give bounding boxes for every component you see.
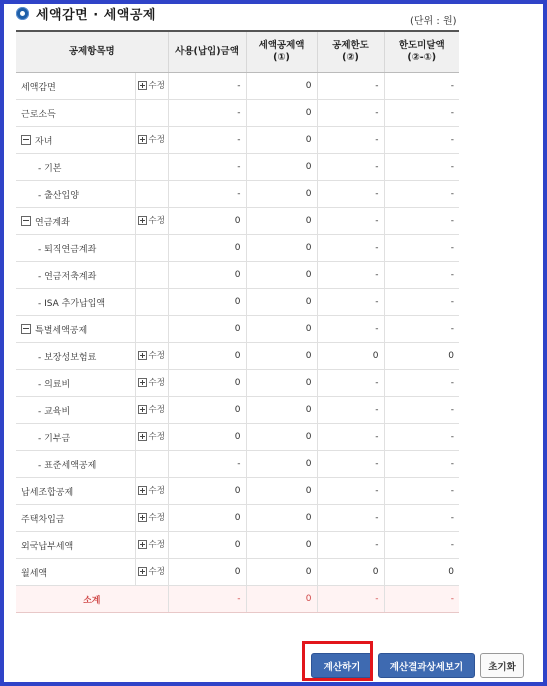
table-row xyxy=(16,100,459,127)
value-cell-credit: 0 xyxy=(246,208,317,235)
table-row xyxy=(16,235,459,262)
section-title xyxy=(16,4,156,23)
table-row xyxy=(16,127,459,154)
table-header-row xyxy=(16,31,459,73)
edit-cell xyxy=(135,343,168,370)
item-label: - 출산입양 xyxy=(38,190,79,201)
value-cell-credit: 0 xyxy=(246,424,317,451)
item-cell xyxy=(16,397,135,424)
table-row xyxy=(16,154,459,181)
item-cell xyxy=(16,127,135,154)
total-row xyxy=(16,586,459,613)
item-cell xyxy=(16,424,135,451)
bullet-circle-icon xyxy=(16,7,29,20)
item-cell xyxy=(16,208,135,235)
value-cell-limit: - xyxy=(317,289,384,316)
item-cell xyxy=(16,370,135,397)
edit-label: 수정 xyxy=(148,540,165,551)
edit-button[interactable] xyxy=(138,484,165,496)
header-used-amount: 사용(납입)금액 xyxy=(168,31,246,73)
edit-button[interactable] xyxy=(138,538,165,550)
value-cell-used: 0 xyxy=(168,532,246,559)
edit-button[interactable] xyxy=(138,214,165,226)
edit-button[interactable] xyxy=(138,511,165,523)
header-shortfall xyxy=(384,31,459,73)
value-cell-limit: - xyxy=(317,154,384,181)
table-row xyxy=(16,559,459,586)
header-text-line: 공제한도 xyxy=(332,40,369,51)
table-row xyxy=(16,424,459,451)
value-cell-short: - xyxy=(384,370,459,397)
item-label: - 의료비 xyxy=(38,379,71,390)
value-cell-used: 0 xyxy=(168,289,246,316)
value-cell-credit: 0 xyxy=(246,559,317,586)
value-cell-credit: 0 xyxy=(246,127,317,154)
item-cell xyxy=(16,478,135,505)
plus-box-icon xyxy=(138,405,147,414)
value-cell-used: - xyxy=(168,127,246,154)
item-cell xyxy=(16,532,135,559)
edit-cell xyxy=(135,451,168,478)
total-value-used: - xyxy=(168,586,246,613)
item-cell xyxy=(16,154,135,181)
edit-label: 수정 xyxy=(148,81,165,92)
item-label: - 기부금 xyxy=(38,433,71,444)
item-cell xyxy=(16,262,135,289)
value-cell-limit: - xyxy=(317,532,384,559)
table-row xyxy=(16,208,459,235)
plus-box-icon xyxy=(138,135,147,144)
edit-label: 수정 xyxy=(148,432,165,443)
item-label: - 보장성보험료 xyxy=(38,352,97,363)
value-cell-short: - xyxy=(384,451,459,478)
collapse-toggle-icon[interactable] xyxy=(21,216,31,226)
plus-box-icon xyxy=(138,540,147,549)
item-label: 자녀 xyxy=(35,136,53,147)
value-cell-credit: 0 xyxy=(246,397,317,424)
collapse-toggle-icon[interactable] xyxy=(21,324,31,334)
item-label: 납세조합공제 xyxy=(21,487,74,498)
header-text-line: (②) xyxy=(342,52,359,63)
unit-label: (단위 : 원) xyxy=(410,16,457,27)
calculate-button[interactable]: 계산하기 xyxy=(311,653,373,678)
value-cell-short: - xyxy=(384,532,459,559)
value-cell-short: - xyxy=(384,208,459,235)
total-value-short: - xyxy=(384,586,459,613)
total-value-limit: - xyxy=(317,586,384,613)
value-cell-credit: 0 xyxy=(246,451,317,478)
item-cell xyxy=(16,289,135,316)
header-credit xyxy=(246,31,317,73)
header-text-line: 세액공제액 xyxy=(258,40,305,51)
edit-label: 수정 xyxy=(148,486,165,497)
plus-box-icon xyxy=(138,486,147,495)
value-cell-used: 0 xyxy=(168,559,246,586)
table-row xyxy=(16,262,459,289)
value-cell-credit: 0 xyxy=(246,289,317,316)
item-cell xyxy=(16,181,135,208)
value-cell-short: - xyxy=(384,235,459,262)
edit-button[interactable] xyxy=(138,133,165,145)
edit-label: 수정 xyxy=(148,513,165,524)
value-cell-short: - xyxy=(384,289,459,316)
table-row xyxy=(16,316,459,343)
value-cell-credit: 0 xyxy=(246,235,317,262)
item-label: - ISA 추가납입액 xyxy=(38,298,106,309)
value-cell-used: 0 xyxy=(168,505,246,532)
edit-cell xyxy=(135,100,168,127)
value-cell-limit: - xyxy=(317,181,384,208)
value-cell-credit: 0 xyxy=(246,505,317,532)
edit-cell xyxy=(135,208,168,235)
value-cell-short: - xyxy=(384,478,459,505)
value-cell-limit: - xyxy=(317,316,384,343)
value-cell-limit: - xyxy=(317,370,384,397)
item-cell xyxy=(16,235,135,262)
value-cell-limit: - xyxy=(317,208,384,235)
value-cell-credit: 0 xyxy=(246,532,317,559)
value-cell-short: - xyxy=(384,181,459,208)
value-cell-used: - xyxy=(168,100,246,127)
edit-label: 수정 xyxy=(148,405,165,416)
value-cell-short: - xyxy=(384,316,459,343)
value-cell-short: - xyxy=(384,100,459,127)
edit-cell xyxy=(135,73,168,100)
edit-label: 수정 xyxy=(148,378,165,389)
table-row xyxy=(16,73,459,100)
edit-button[interactable] xyxy=(138,349,165,361)
plus-box-icon xyxy=(138,567,147,576)
collapse-toggle-icon[interactable] xyxy=(21,135,31,145)
value-cell-credit: 0 xyxy=(246,370,317,397)
value-cell-short: - xyxy=(384,127,459,154)
edit-cell xyxy=(135,181,168,208)
edit-cell xyxy=(135,424,168,451)
value-cell-limit: - xyxy=(317,100,384,127)
item-label: - 퇴직연금계좌 xyxy=(38,244,97,255)
item-cell xyxy=(16,73,135,100)
edit-cell xyxy=(135,370,168,397)
plus-box-icon xyxy=(138,513,147,522)
edit-button[interactable] xyxy=(138,403,165,415)
value-cell-used: 0 xyxy=(168,262,246,289)
header-text-line: 한도미달액 xyxy=(398,40,445,51)
item-label: 근로소득 xyxy=(21,109,56,120)
table-row xyxy=(16,370,459,397)
value-cell-used: 0 xyxy=(168,235,246,262)
header-item-name: 공제항목명 xyxy=(16,31,168,73)
edit-label: 수정 xyxy=(148,351,165,362)
value-cell-limit: - xyxy=(317,73,384,100)
table-row xyxy=(16,505,459,532)
edit-cell xyxy=(135,532,168,559)
reset-button[interactable]: 초기화 xyxy=(480,653,524,678)
table-row xyxy=(16,532,459,559)
item-label: 월세액 xyxy=(21,568,48,579)
value-cell-short: - xyxy=(384,262,459,289)
value-cell-short: 0 xyxy=(384,559,459,586)
value-cell-short: - xyxy=(384,73,459,100)
value-cell-used: 0 xyxy=(168,343,246,370)
edit-cell xyxy=(135,397,168,424)
item-label: - 표준세액공제 xyxy=(38,460,97,471)
item-label: 특별세액공제 xyxy=(35,325,88,336)
item-cell xyxy=(16,316,135,343)
item-label: 외국납부세액 xyxy=(21,541,74,552)
item-label: 연금계좌 xyxy=(35,217,70,228)
value-cell-used: 0 xyxy=(168,424,246,451)
edit-label: 수정 xyxy=(148,216,165,227)
edit-cell xyxy=(135,154,168,181)
value-cell-credit: 0 xyxy=(246,262,317,289)
value-cell-used: - xyxy=(168,451,246,478)
value-cell-short: 0 xyxy=(384,343,459,370)
value-cell-credit: 0 xyxy=(246,343,317,370)
value-cell-short: - xyxy=(384,154,459,181)
table-row xyxy=(16,343,459,370)
edit-cell xyxy=(135,505,168,532)
edit-label: 수정 xyxy=(148,567,165,578)
edit-cell xyxy=(135,478,168,505)
value-cell-used: 0 xyxy=(168,316,246,343)
table-row xyxy=(16,181,459,208)
total-value-credit: 0 xyxy=(246,586,317,613)
item-cell xyxy=(16,451,135,478)
edit-label: 수정 xyxy=(148,135,165,146)
value-cell-credit: 0 xyxy=(246,181,317,208)
item-label: 세액감면 xyxy=(21,82,56,93)
item-cell xyxy=(16,100,135,127)
value-cell-limit: - xyxy=(317,424,384,451)
edit-cell xyxy=(135,127,168,154)
value-cell-limit: 0 xyxy=(317,559,384,586)
plus-box-icon xyxy=(138,432,147,441)
value-cell-limit: - xyxy=(317,262,384,289)
value-cell-used: - xyxy=(168,73,246,100)
edit-cell xyxy=(135,235,168,262)
item-cell xyxy=(16,505,135,532)
item-label: - 연금저축계좌 xyxy=(38,271,97,282)
table-row xyxy=(16,451,459,478)
value-cell-used: - xyxy=(168,181,246,208)
header-text-line: (①) xyxy=(273,52,290,63)
value-cell-credit: 0 xyxy=(246,73,317,100)
value-cell-limit: - xyxy=(317,505,384,532)
value-cell-used: 0 xyxy=(168,397,246,424)
value-cell-limit: - xyxy=(317,451,384,478)
value-cell-limit: - xyxy=(317,127,384,154)
value-cell-used: 0 xyxy=(168,478,246,505)
value-cell-credit: 0 xyxy=(246,478,317,505)
edit-cell xyxy=(135,289,168,316)
item-cell xyxy=(16,343,135,370)
value-cell-short: - xyxy=(384,424,459,451)
plus-box-icon xyxy=(138,378,147,387)
value-cell-limit: - xyxy=(317,235,384,262)
value-cell-limit: - xyxy=(317,397,384,424)
table-row xyxy=(16,397,459,424)
edit-button[interactable] xyxy=(138,430,165,442)
value-cell-used: 0 xyxy=(168,370,246,397)
plus-box-icon xyxy=(138,351,147,360)
total-label: 소계 xyxy=(16,586,168,613)
edit-button[interactable] xyxy=(138,79,165,91)
value-cell-credit: 0 xyxy=(246,316,317,343)
tax-credit-table xyxy=(16,30,459,613)
edit-cell xyxy=(135,316,168,343)
value-cell-limit: - xyxy=(317,478,384,505)
edit-cell xyxy=(135,559,168,586)
value-cell-used: - xyxy=(168,154,246,181)
table-row xyxy=(16,478,459,505)
plus-box-icon xyxy=(138,81,147,90)
calculation-detail-button[interactable]: 계산결과상세보기 xyxy=(378,653,475,678)
value-cell-credit: 0 xyxy=(246,100,317,127)
item-cell xyxy=(16,559,135,586)
plus-box-icon xyxy=(138,216,147,225)
header-text-line: (②-①) xyxy=(407,52,437,63)
edit-button[interactable] xyxy=(138,565,165,577)
value-cell-short: - xyxy=(384,505,459,532)
item-label: - 교육비 xyxy=(38,406,71,417)
value-cell-limit: 0 xyxy=(317,343,384,370)
table-row xyxy=(16,289,459,316)
value-cell-used: 0 xyxy=(168,208,246,235)
value-cell-credit: 0 xyxy=(246,154,317,181)
value-cell-short: - xyxy=(384,397,459,424)
edit-button[interactable] xyxy=(138,376,165,388)
edit-cell xyxy=(135,262,168,289)
section-title-text: 세액감면 · 세액공제 xyxy=(36,8,156,23)
header-limit xyxy=(317,31,384,73)
item-label: - 기본 xyxy=(38,163,62,174)
item-label: 주택차입금 xyxy=(21,514,65,525)
